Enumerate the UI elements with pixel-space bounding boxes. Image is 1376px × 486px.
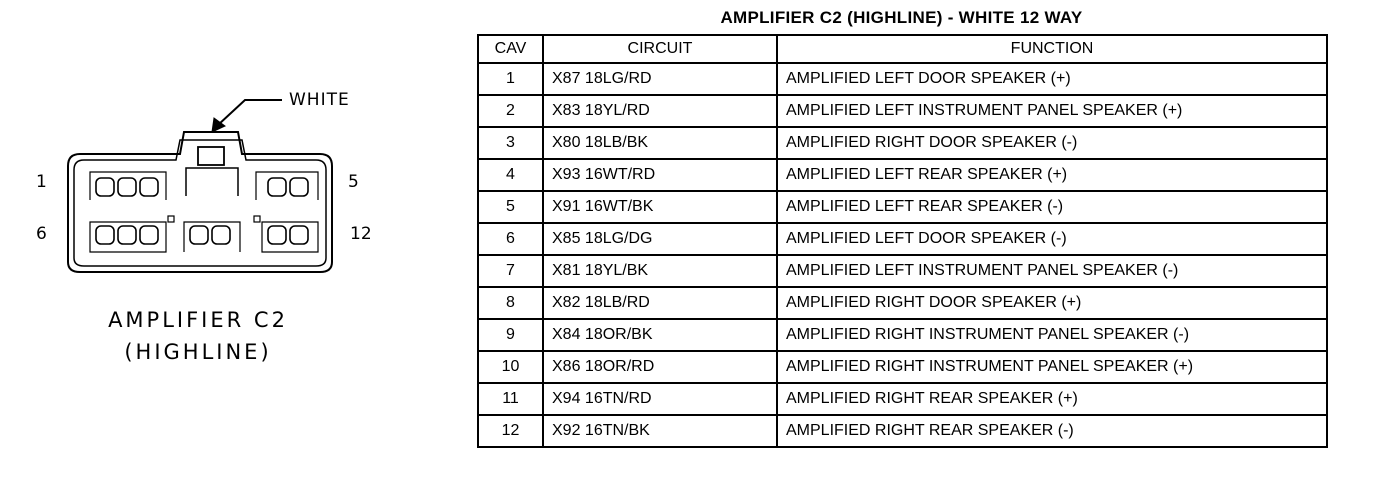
table-row: [478, 191, 1327, 223]
circuit-cell: X93 16WT/RD: [543, 159, 777, 191]
circuit-cell: X86 18OR/RD: [543, 351, 777, 383]
circuit-cell: X91 16WT/BK: [543, 191, 777, 223]
header-cav: CAV: [478, 35, 543, 63]
cav-cell: 8: [478, 287, 543, 319]
white-pointer-arrow: [218, 100, 282, 125]
connector-caption-line1: AMPLIFIER C2: [108, 308, 288, 332]
table-row: [478, 95, 1327, 127]
function-cell: AMPLIFIED RIGHT INSTRUMENT PANEL SPEAKER (+): [777, 351, 1327, 383]
circuit-cell: X83 18YL/RD: [543, 95, 777, 127]
cav-cell: 4: [478, 159, 543, 191]
connector-housing-outline: [68, 132, 332, 272]
connector-face-drawing: [0, 0, 470, 486]
table-row: [478, 351, 1327, 383]
circuit-cell: X81 18YL/BK: [543, 255, 777, 287]
function-cell: AMPLIFIED RIGHT DOOR SPEAKER (-): [777, 127, 1327, 159]
cav-cell: 1: [478, 63, 543, 95]
table-row: [478, 383, 1327, 415]
circuit-cell: X87 18LG/RD: [543, 63, 777, 95]
cavity-row-top: [90, 172, 318, 200]
function-cell: AMPLIFIED RIGHT REAR SPEAKER (-): [777, 415, 1327, 447]
header-function: FUNCTION: [777, 35, 1327, 63]
table-header-row: [478, 35, 1327, 63]
function-cell: AMPLIFIED LEFT REAR SPEAKER (+): [777, 159, 1327, 191]
circuit-cell: X84 18OR/BK: [543, 319, 777, 351]
connector-color-label: WHITE: [289, 90, 350, 110]
function-cell: AMPLIFIED RIGHT INSTRUMENT PANEL SPEAKER (-): [777, 319, 1327, 351]
cav-cell: 6: [478, 223, 543, 255]
circuit-cell: X82 18LB/RD: [543, 287, 777, 319]
pin-label-5: 5: [348, 172, 359, 192]
table-row: [478, 255, 1327, 287]
circuit-cell: X85 18LG/DG: [543, 223, 777, 255]
circuit-cell: X92 16TN/BK: [543, 415, 777, 447]
cav-cell: 11: [478, 383, 543, 415]
cav-cell: 7: [478, 255, 543, 287]
function-cell: AMPLIFIED LEFT REAR SPEAKER (-): [777, 191, 1327, 223]
function-cell: AMPLIFIED RIGHT DOOR SPEAKER (+): [777, 287, 1327, 319]
circuit-cell: X94 16TN/RD: [543, 383, 777, 415]
cav-cell: 5: [478, 191, 543, 223]
table-row: [478, 127, 1327, 159]
function-cell: AMPLIFIED LEFT DOOR SPEAKER (+): [777, 63, 1327, 95]
pin-label-6: 6: [36, 224, 47, 244]
cav-cell: 2: [478, 95, 543, 127]
cav-cell: 9: [478, 319, 543, 351]
table-row: [478, 319, 1327, 351]
table-row: [478, 287, 1327, 319]
table-title: AMPLIFIER C2 (HIGHLINE) - WHITE 12 WAY: [720, 8, 1083, 27]
pin-label-12: 12: [350, 224, 372, 244]
cav-cell: 12: [478, 415, 543, 447]
cav-cell: 3: [478, 127, 543, 159]
pinout-table: [477, 34, 1328, 448]
circuit-cell: X80 18LB/BK: [543, 127, 777, 159]
table-body: [478, 63, 1327, 447]
table-row: [478, 415, 1327, 447]
connector-inner-outline: [74, 140, 326, 266]
table-row: [478, 223, 1327, 255]
connector-caption-line2: (HIGHLINE): [124, 340, 272, 364]
header-circuit: CIRCUIT: [543, 35, 777, 63]
table-row: [478, 63, 1327, 95]
function-cell: AMPLIFIED LEFT INSTRUMENT PANEL SPEAKER (+): [777, 95, 1327, 127]
table-row: [478, 159, 1327, 191]
function-cell: AMPLIFIED RIGHT REAR SPEAKER (+): [777, 383, 1327, 415]
cav-cell: 10: [478, 351, 543, 383]
connector-latch: [198, 147, 224, 165]
cavity-row-bottom: [90, 216, 318, 252]
function-cell: AMPLIFIED LEFT DOOR SPEAKER (-): [777, 223, 1327, 255]
function-cell: AMPLIFIED LEFT INSTRUMENT PANEL SPEAKER (-): [777, 255, 1327, 287]
pin-label-1: 1: [36, 172, 47, 192]
